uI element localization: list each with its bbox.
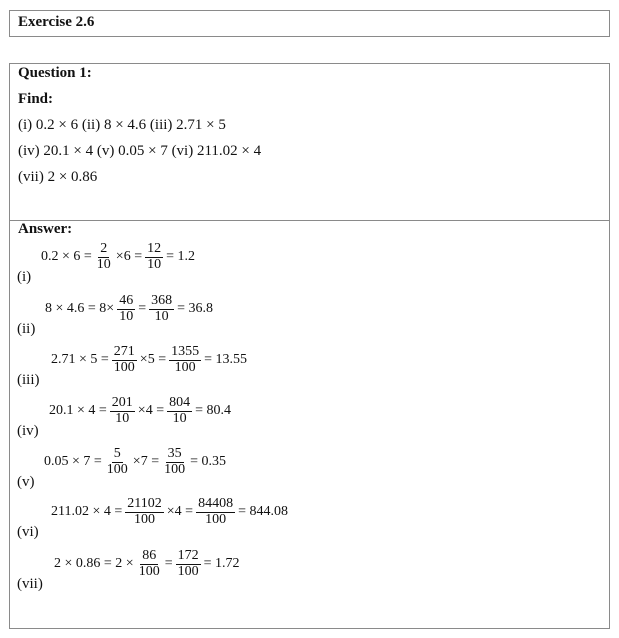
- numerator: 804: [169, 395, 191, 410]
- fraction: [112, 345, 137, 375]
- expression-lhs: 2.71 × 5 =: [51, 352, 109, 368]
- numerator: 201: [111, 395, 133, 410]
- fraction: [176, 549, 201, 579]
- math-expression: [53, 549, 241, 579]
- denominator: 100: [106, 461, 128, 477]
- expression-lhs: 0.05 × 7 =: [44, 454, 102, 470]
- numerator: 5: [113, 446, 121, 461]
- answer-item: [10, 242, 570, 288]
- expression-operator: ×6 =: [115, 249, 143, 265]
- denominator: 10: [147, 256, 162, 272]
- denominator: 100: [174, 359, 196, 375]
- numerator: 21102: [127, 496, 162, 511]
- expression-result: = 844.08: [238, 504, 288, 520]
- denominator: 10: [154, 308, 169, 324]
- math-expression: [50, 497, 289, 527]
- question-line: (i) 0.2 × 6 (ii) 8 × 4.6 (iii) 2.71 × 5: [18, 117, 226, 133]
- question-line: (iv) 20.1 × 4 (v) 0.05 × 7 (vi) 211.02 × 4: [18, 143, 262, 159]
- answer-label: (iii): [17, 372, 40, 388]
- fraction: [105, 447, 130, 477]
- numerator: 35: [167, 446, 182, 461]
- fraction: [95, 242, 113, 272]
- fraction: [117, 294, 135, 324]
- numerator: 2: [100, 241, 108, 256]
- denominator: 100: [205, 511, 227, 527]
- question-prompt: Find:: [18, 91, 54, 107]
- fraction: [145, 242, 163, 272]
- denominator: 100: [134, 511, 156, 527]
- fraction: [196, 497, 235, 527]
- fraction: [110, 396, 135, 426]
- fraction: [167, 396, 192, 426]
- fraction: [137, 549, 162, 579]
- expression-lhs: 20.1 × 4 =: [49, 403, 107, 419]
- expression-lhs: 211.02 × 4 =: [51, 504, 123, 520]
- answer-item: [10, 294, 570, 340]
- denominator: 10: [115, 410, 130, 426]
- answer-label: (vii): [17, 576, 43, 592]
- expression-lhs: 2 × 0.86 = 2 ×: [54, 556, 134, 572]
- numerator: 86: [142, 548, 157, 563]
- exercise-header: [9, 10, 610, 37]
- answer-label: (ii): [17, 321, 36, 337]
- math-expression: [50, 345, 248, 375]
- fraction: [169, 345, 201, 375]
- math-expression: [40, 242, 196, 272]
- numerator: 46: [119, 293, 134, 308]
- answer-heading: Answer:: [18, 221, 73, 237]
- numerator: 1355: [171, 344, 200, 359]
- answer-label: (v): [17, 474, 35, 490]
- expression-result: = 36.8: [177, 301, 213, 317]
- denominator: 100: [113, 359, 135, 375]
- denominator: 10: [96, 256, 111, 272]
- denominator: 100: [164, 461, 186, 477]
- question-line: (vii) 2 × 0.86: [18, 169, 98, 185]
- answer-item: [10, 497, 570, 543]
- section-divider: [10, 220, 609, 221]
- question-box: [9, 63, 610, 629]
- denominator: 100: [177, 563, 199, 579]
- expression-result: = 13.55: [204, 352, 247, 368]
- answer-label: (vi): [17, 524, 39, 540]
- expression-operator: ×7 =: [132, 454, 160, 470]
- numerator: 172: [177, 548, 199, 563]
- fraction: [149, 294, 174, 324]
- question-heading: Question 1:: [18, 65, 92, 81]
- expression-operator: =: [164, 556, 173, 572]
- exercise-title: Exercise 2.6: [18, 14, 95, 30]
- math-expression: [43, 447, 227, 477]
- expression-operator: ×5 =: [139, 352, 167, 368]
- fraction: [162, 447, 187, 477]
- answer-item: [10, 447, 570, 493]
- expression-operator: ×4 =: [166, 504, 194, 520]
- denominator: 10: [172, 410, 187, 426]
- expression-lhs: 8 × 4.6 = 8×: [45, 301, 115, 317]
- answer-label: (i): [17, 269, 32, 285]
- denominator: 10: [119, 308, 134, 324]
- math-expression: [44, 294, 214, 324]
- numerator: 84408: [198, 496, 234, 511]
- expression-operator: =: [138, 301, 147, 317]
- answer-label: (iv): [17, 423, 39, 439]
- expression-result: = 80.4: [195, 403, 231, 419]
- numerator: 12: [147, 241, 162, 256]
- fraction: [125, 497, 163, 527]
- answer-item: [10, 345, 570, 391]
- numerator: 271: [113, 344, 135, 359]
- math-expression: [48, 396, 232, 426]
- answer-item: [10, 396, 570, 442]
- expression-result: = 0.35: [190, 454, 226, 470]
- expression-result: = 1.72: [203, 556, 240, 572]
- expression-lhs: 0.2 × 6 =: [41, 249, 92, 265]
- answer-item: [10, 549, 570, 595]
- numerator: 368: [151, 293, 173, 308]
- expression-operator: ×4 =: [137, 403, 165, 419]
- expression-result: = 1.2: [166, 249, 195, 265]
- denominator: 100: [138, 563, 160, 579]
